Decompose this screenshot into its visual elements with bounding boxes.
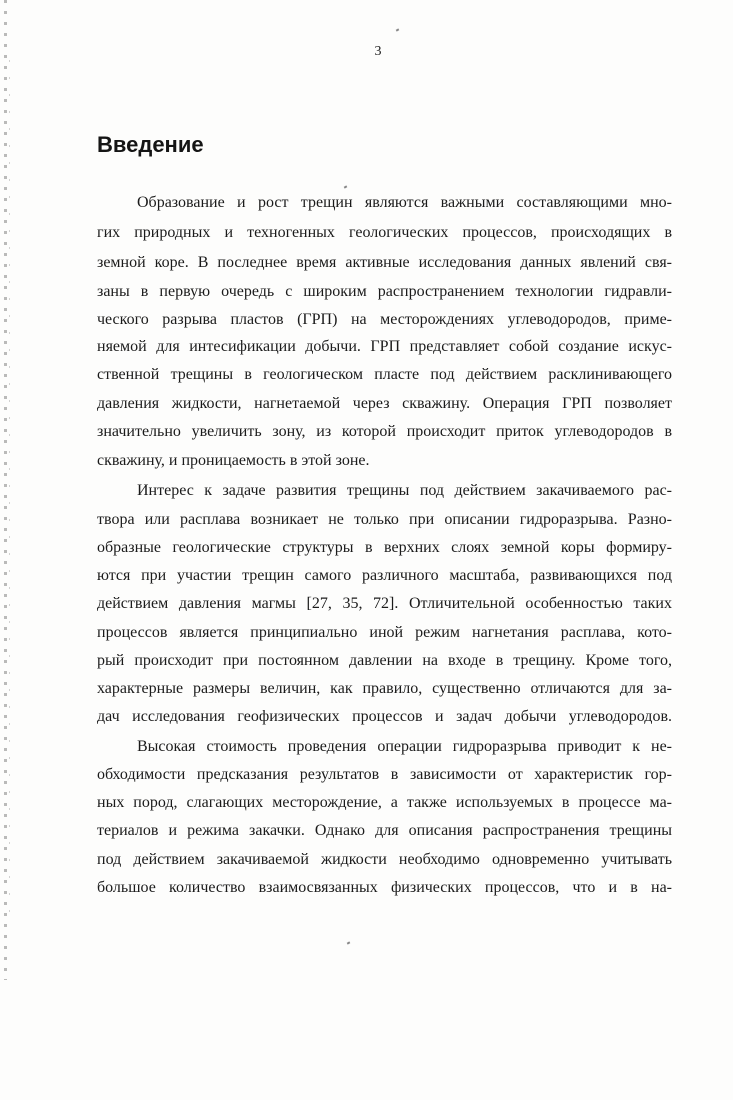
text-line: рый происходит при постоянном давлении на входе в трещину. Кроме того, xyxy=(97,652,672,669)
text-line: значительно увеличить зону, из которой происходит приток углеводородов в xyxy=(97,423,672,440)
text-line: процессов является принципиально иной режим нагнетания расплава, кото- xyxy=(97,624,672,641)
text-line: няемой для интесификации добычи. ГРП представляет собой создание искус- xyxy=(97,338,672,355)
text-line: ются при участии трещин самого различного масштаба, развивающихся под xyxy=(97,567,672,584)
text-line: действием давления магмы [27, 35, 72]. Отличительной особенностью таких xyxy=(97,595,672,612)
stray-mark xyxy=(396,28,400,31)
text-line: ческого разрыва пластов (ГРП) на месторождениях углеводородов, приме- xyxy=(97,311,672,328)
stray-mark xyxy=(344,185,348,188)
scan-edge-artifact xyxy=(4,0,7,980)
text-line: образные геологические структуры в верхних слоях земной коры формиру- xyxy=(97,539,672,556)
text-line: заны в первую очередь с широким распространением технологии гидравли- xyxy=(97,283,672,300)
text-line: ных пород, слагающих месторождение, а также используемых в процессе ма- xyxy=(97,794,672,811)
text-line: твора или расплава возникает не только при описании гидроразрыва. Разно- xyxy=(97,511,672,528)
text-line: под действием закачиваемой жидкости необходимо одновременно учитывать xyxy=(97,851,672,868)
text-line: давления жидкости, нагнетаемой через скважину. Операция ГРП позволяет xyxy=(97,395,672,412)
section-heading: Введение xyxy=(97,132,204,157)
text-line: Высокая стоимость проведения операции гидроразрыва приводит к не- xyxy=(137,738,672,755)
text-line: большое количество взаимосвязанных физических процессов, что и в на- xyxy=(97,879,672,896)
text-line: обходимости предсказания результатов в зависимости от характеристик гор- xyxy=(97,766,672,783)
text-line: ственной трещины в геологическом пласте под действием расклинивающего xyxy=(97,366,672,383)
text-line: териалов и режима закачки. Однако для описания распространения трещины xyxy=(97,822,672,839)
scan-edge-artifact xyxy=(9,60,10,920)
text-line: Образование и рост трещин являются важными составляющими мно- xyxy=(137,194,672,211)
text-line: характерные размеры величин, как правило, существенно отличаются для за- xyxy=(97,680,672,697)
text-line: гих природных и техногенных геологических процессов, происходящих в xyxy=(97,224,672,241)
text-line: дач исследования геофизических процессов и задач добычи углеводородов. xyxy=(97,708,672,725)
page-number: 3 xyxy=(374,44,382,59)
stray-mark xyxy=(347,941,351,944)
text-line: скважину, и проницаемость в этой зоне. xyxy=(97,452,370,469)
text-line: земной коре. В последнее время активные исследования данных явлений свя- xyxy=(97,254,672,271)
text-line: Интерес к задаче развития трещины под действием закачиваемого рас- xyxy=(137,482,672,499)
